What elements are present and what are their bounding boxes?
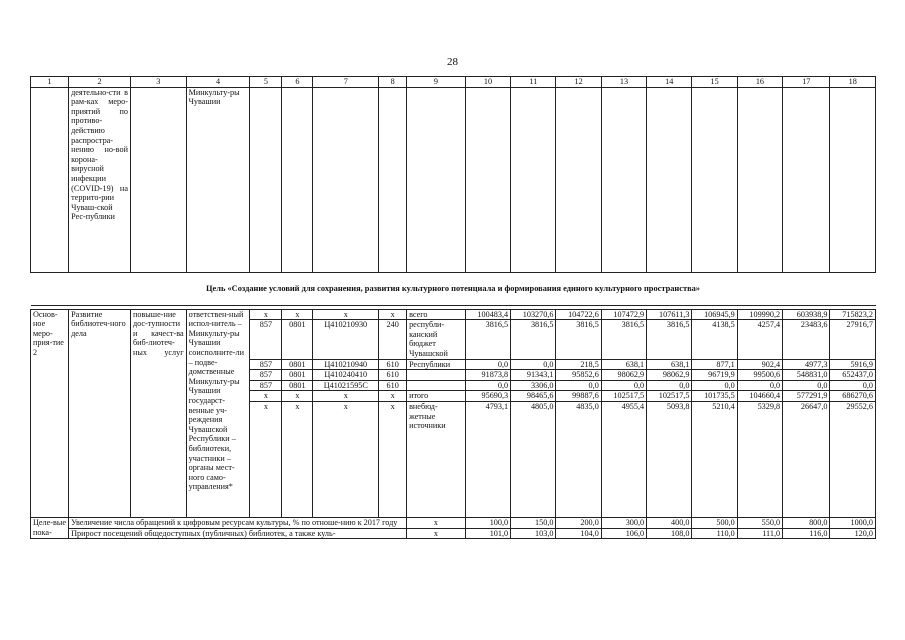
value-cell: 99500,6 [737, 370, 782, 381]
value-cell: 5093,8 [647, 401, 692, 517]
column-number-row [31, 77, 876, 88]
col-num: 17 [783, 77, 830, 88]
funding-source: Республики [407, 359, 466, 370]
continuation-row [31, 87, 876, 272]
value-cell: 5210,4 [692, 401, 737, 517]
value-cell: 91343,1 [511, 370, 556, 381]
value-cell: 638,1 [647, 359, 692, 370]
value-cell: 0,0 [830, 380, 876, 391]
section-code: x [282, 391, 313, 402]
expense-type: 240 [379, 320, 407, 359]
value-cell: 5329,8 [737, 401, 782, 517]
value-cell: 98465,6 [511, 391, 556, 402]
target-code: Ц410210930 [313, 320, 379, 359]
value-cell: 0,0 [465, 359, 510, 370]
value-cell: 29552,6 [830, 401, 876, 517]
value-cell: 4793,1 [465, 401, 510, 517]
expense-type: x [379, 391, 407, 402]
value-cell: 102517,5 [601, 391, 646, 402]
continuation-activity: деятельно-сти в рам-ках меро-приятий по противо-действию распростра-нению но-вой корона-вирусной инфекции (COVID-19) на террито-рии Чуваш-ской Рес-публики [69, 87, 131, 272]
value-cell: 400,0 [647, 517, 692, 528]
indicator-text: Прирост посещений общедоступных (публичных) библиотек, а также куль- [69, 528, 407, 539]
target-code: x [313, 309, 379, 320]
cell [556, 87, 601, 272]
value-cell: 800,0 [783, 517, 830, 528]
section-code: x [282, 309, 313, 320]
value-cell: 4138,5 [692, 320, 737, 359]
value-cell: 150,0 [511, 517, 556, 528]
cell [783, 87, 830, 272]
target-code: Ц410210940 [313, 359, 379, 370]
value-cell: 23483,6 [783, 320, 830, 359]
value-cell: 106945,9 [692, 309, 737, 320]
cell [407, 87, 466, 272]
target-code: Ц410240410 [313, 370, 379, 381]
value-cell: 104660,4 [737, 391, 782, 402]
cell [31, 87, 69, 272]
value-cell: 3816,5 [556, 320, 601, 359]
col-num: 14 [647, 77, 692, 88]
value-cell: 27916,7 [830, 320, 876, 359]
value-cell: 902,4 [737, 359, 782, 370]
value-cell: 715823,2 [830, 309, 876, 320]
value-cell: 0,0 [783, 380, 830, 391]
indicator-row [31, 528, 876, 539]
cell [737, 87, 782, 272]
value-cell: 500,0 [692, 517, 737, 528]
value-cell: 111,0 [737, 528, 782, 539]
grbs-code: x [250, 401, 282, 517]
goal-row [31, 272, 876, 305]
value-cell: 3816,5 [511, 320, 556, 359]
cell [130, 87, 186, 272]
value-cell: 102517,5 [647, 391, 692, 402]
value-cell: 200,0 [556, 517, 601, 528]
grbs-code: x [250, 391, 282, 402]
funding-source: всего [407, 309, 466, 320]
value-cell: 4835,0 [556, 401, 601, 517]
section-code: 0801 [282, 380, 313, 391]
value-cell: 96719,9 [692, 370, 737, 381]
indicator-mark: x [407, 528, 466, 539]
value-cell: 109990,2 [737, 309, 782, 320]
section-code: 0801 [282, 359, 313, 370]
value-cell: 1000,0 [830, 517, 876, 528]
col-num: 3 [130, 77, 186, 88]
value-cell: 686270,6 [830, 391, 876, 402]
value-cell: 101735,5 [692, 391, 737, 402]
col-num: 18 [830, 77, 876, 88]
col-num: 4 [186, 77, 250, 88]
col-num: 16 [737, 77, 782, 88]
value-cell: 0,0 [556, 380, 601, 391]
expense-type: x [379, 401, 407, 517]
col-num: 2 [69, 77, 131, 88]
value-cell: 103270,6 [511, 309, 556, 320]
col-num: 7 [313, 77, 379, 88]
col-num: 15 [692, 77, 737, 88]
cell [250, 87, 282, 272]
value-cell: 218,5 [556, 359, 601, 370]
col-num: 9 [407, 77, 466, 88]
value-cell: 0,0 [692, 380, 737, 391]
page-number: 28 [447, 56, 458, 68]
value-cell: 108,0 [647, 528, 692, 539]
event-executors: ответствен-ный испол-нитель – Минкульту-ры Чувашии соисполните-ли – подве-домственные Минкульту-ры Чувашии государст-венные уч-реждения Чувашской Республики – библиотеки, участники – органы мест-ного само-управления* [186, 309, 250, 517]
value-cell: 548831,0 [783, 370, 830, 381]
section-code: 0801 [282, 320, 313, 359]
cell [830, 87, 876, 272]
col-num: 13 [601, 77, 646, 88]
value-cell: 3816,5 [601, 320, 646, 359]
value-cell: 3816,5 [647, 320, 692, 359]
value-cell: 4257,4 [737, 320, 782, 359]
value-cell: 4805,0 [511, 401, 556, 517]
section-code: x [282, 401, 313, 517]
value-cell: 95852,6 [556, 370, 601, 381]
value-cell: 100483,4 [465, 309, 510, 320]
col-num: 1 [31, 77, 69, 88]
cell [379, 87, 407, 272]
value-cell: 120,0 [830, 528, 876, 539]
funding-source: итого [407, 391, 466, 402]
value-cell: 116,0 [783, 528, 830, 539]
grbs-code: 857 [250, 320, 282, 359]
event-name: Развитие библиотеч-ного дела [69, 309, 131, 517]
cell [601, 87, 646, 272]
value-cell: 550,0 [737, 517, 782, 528]
expense-type: 610 [379, 370, 407, 381]
target-code: x [313, 401, 379, 517]
col-num: 10 [465, 77, 510, 88]
value-cell: 98062,9 [601, 370, 646, 381]
value-cell: 110,0 [692, 528, 737, 539]
value-cell: 3306,0 [511, 380, 556, 391]
value-cell: 95690,3 [465, 391, 510, 402]
value-cell: 0,0 [647, 380, 692, 391]
indicators-label: Целе-вые пока- [31, 517, 69, 538]
cell [647, 87, 692, 272]
value-cell: 0,0 [601, 380, 646, 391]
value-cell: 103,0 [511, 528, 556, 539]
value-cell: 107611,3 [647, 309, 692, 320]
col-num: 12 [556, 77, 601, 88]
value-cell: 4955,4 [601, 401, 646, 517]
value-cell: 0,0 [465, 380, 510, 391]
grbs-code: 857 [250, 359, 282, 370]
value-cell: 104722,6 [556, 309, 601, 320]
target-code: Ц41021595С [313, 380, 379, 391]
indicator-mark: x [407, 517, 466, 528]
event-row [31, 309, 876, 320]
col-num: 6 [282, 77, 313, 88]
funding-source: внебюд-жетные источники [407, 401, 466, 517]
cell [511, 87, 556, 272]
value-cell: 3816,5 [465, 320, 510, 359]
value-cell: 603938,9 [783, 309, 830, 320]
continuation-executor: Минкульту-ры Чувашии [186, 87, 250, 272]
value-cell: 106,0 [601, 528, 646, 539]
value-cell: 100,0 [465, 517, 510, 528]
program-table [30, 76, 876, 539]
section-code: 0801 [282, 370, 313, 381]
value-cell: 98062,9 [647, 370, 692, 381]
value-cell: 107472,9 [601, 309, 646, 320]
event-goal: повыше-ние дос-тупности и качест-ва биб-лиотеч-ных услуг [130, 309, 186, 517]
cell [313, 87, 379, 272]
expense-type: 610 [379, 359, 407, 370]
funding-source [407, 370, 466, 381]
value-cell: 5916,9 [830, 359, 876, 370]
indicator-row [31, 517, 876, 528]
expense-type: 610 [379, 380, 407, 391]
grbs-code: 857 [250, 370, 282, 381]
funding-source: республи-канский бюджет Чувашской [407, 320, 466, 359]
col-num: 11 [511, 77, 556, 88]
grbs-code: x [250, 309, 282, 320]
cell [465, 87, 510, 272]
cell [692, 87, 737, 272]
col-num: 8 [379, 77, 407, 88]
value-cell: 577291,9 [783, 391, 830, 402]
grbs-code: 857 [250, 380, 282, 391]
value-cell: 91873,8 [465, 370, 510, 381]
goal-title: Цель «Создание условий для сохранения, развития культурного потенциала и формирования единого культурного пространства» [31, 272, 876, 305]
cell [282, 87, 313, 272]
event-label: Основ-ное меро-прия-тие 2 [31, 309, 69, 517]
value-cell: 4977,3 [783, 359, 830, 370]
col-num: 5 [250, 77, 282, 88]
value-cell: 877,1 [692, 359, 737, 370]
value-cell: 26647,0 [783, 401, 830, 517]
value-cell: 101,0 [465, 528, 510, 539]
value-cell: 652437,0 [830, 370, 876, 381]
value-cell: 300,0 [601, 517, 646, 528]
value-cell: 638,1 [601, 359, 646, 370]
indicator-text: Увеличение числа обращений к цифровым ресурсам культуры, % по отноше-нию к 2017 году [69, 517, 407, 528]
value-cell: 0,0 [511, 359, 556, 370]
value-cell: 104,0 [556, 528, 601, 539]
target-code: x [313, 391, 379, 402]
expense-type: x [379, 309, 407, 320]
value-cell: 99887,6 [556, 391, 601, 402]
funding-source [407, 380, 466, 391]
value-cell: 0,0 [737, 380, 782, 391]
